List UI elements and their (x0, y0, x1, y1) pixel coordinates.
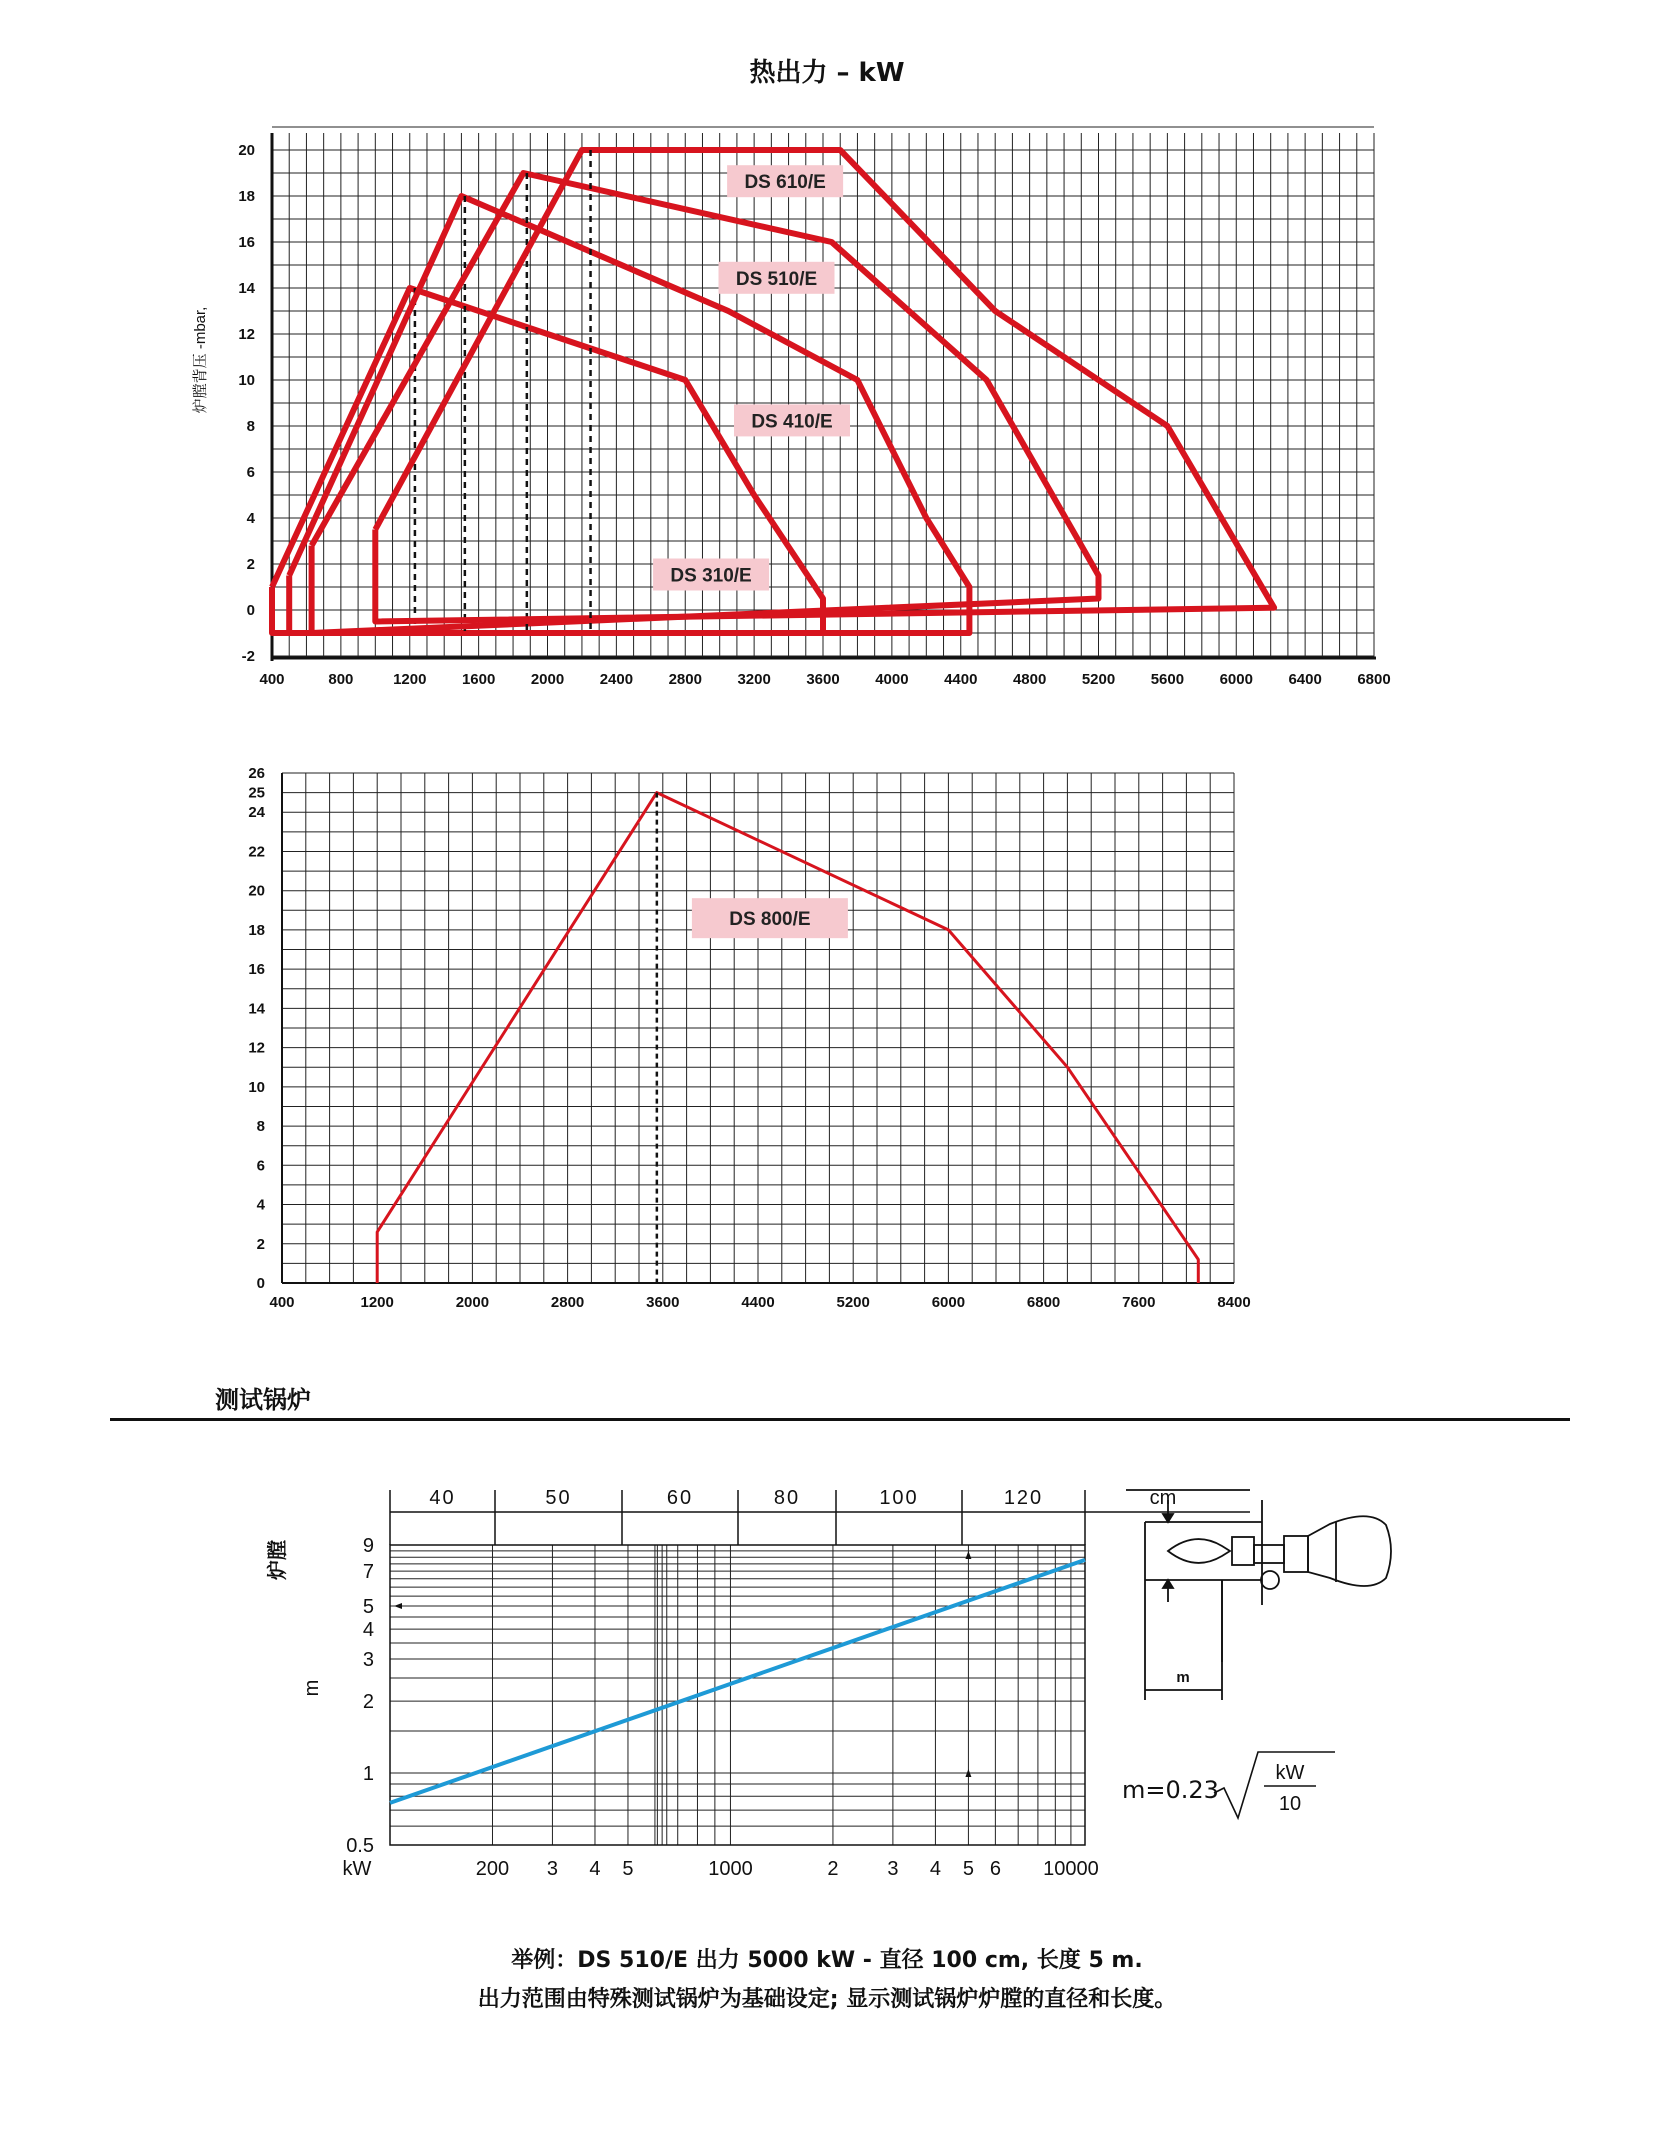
top-axis-label: cm (1149, 1487, 1177, 1509)
y-tick-label: 5 (362, 1596, 374, 1619)
x-axis-label: kW (342, 1858, 372, 1880)
y-tick-label: 10 (238, 372, 255, 389)
x-tick-label: 6 (989, 1858, 1001, 1880)
y-tick-label: 2 (246, 556, 255, 573)
y-tick-label: 9 (362, 1535, 374, 1557)
range-note: 出力范围由特殊测试锅炉为基础设定; 显示测试锅炉炉膛的直径和长度。 (477, 1987, 1177, 2012)
y-tick-label: 16 (248, 961, 265, 979)
example-note: 举例：DS 510/E 出力 5000 kW - 直径 100 cm, 长度 5 m. (511, 1948, 1143, 1973)
x-tick-label: 400 (259, 671, 285, 688)
formula-denominator: 10 (1278, 1793, 1302, 1815)
x-tick-label: 2800 (668, 671, 702, 688)
x-tick-label: 1200 (393, 671, 427, 688)
y-tick-label: 6 (246, 464, 255, 481)
formula-numerator: kW (1275, 1762, 1305, 1784)
x-tick-label: 4800 (1012, 671, 1047, 688)
series-label: DS 510/E (735, 268, 818, 290)
x-tick-label: 5200 (836, 1294, 870, 1311)
boiler-drawing (1126, 1490, 1391, 1700)
x-tick-label: 3 (546, 1858, 559, 1880)
top-tick-label: 50 (545, 1487, 572, 1509)
x-tick-label: 6800 (1357, 671, 1391, 688)
x-tick-label: 8400 (1217, 1294, 1251, 1311)
y-tick-label: 2 (256, 1235, 265, 1253)
x-tick-label: 3 (887, 1858, 899, 1880)
page-title: 热出力 – kW (749, 58, 905, 88)
series-label: DS 800/E (729, 909, 811, 931)
y-tick-label: 12 (248, 1039, 265, 1057)
y-tick-label: 4 (246, 510, 255, 527)
series-label: DS 610/E (744, 172, 826, 194)
y-axis-label: 炉膛背压 -mbar, (192, 306, 209, 414)
y-tick-label: 22 (248, 843, 265, 861)
y-tick-label: 2 (362, 1691, 374, 1714)
boiler-m-label: m (1176, 1669, 1190, 1686)
y-tick-label: 14 (248, 1000, 265, 1018)
series-label: DS 410/E (751, 411, 833, 433)
y-tick-label: 16 (238, 234, 255, 251)
x-tick-label: 1600 (461, 671, 496, 688)
top-tick-label: 120 (1003, 1487, 1044, 1509)
x-tick-label: 6000 (931, 1294, 966, 1311)
y-tick-label: 18 (238, 188, 255, 205)
x-tick-label: 6000 (1219, 671, 1253, 688)
y-tick-label: 10 (248, 1078, 265, 1096)
y-tick-label: 20 (248, 882, 265, 900)
y-tick-label: 4 (362, 1619, 374, 1642)
x-tick-label: 2400 (599, 671, 634, 688)
x-tick-label: 2000 (530, 671, 565, 688)
y-tick-label: 24 (248, 804, 265, 822)
x-tick-label: 3600 (806, 671, 840, 688)
x-tick-label: 5 (622, 1858, 634, 1880)
x-tick-label: 6800 (1026, 1294, 1061, 1311)
y-tick-label: 3 (362, 1649, 374, 1672)
y-tick-label: 0.5 (346, 1835, 374, 1857)
x-tick-label: 2 (827, 1858, 839, 1880)
y-tick-label: 1 (362, 1763, 374, 1786)
x-tick-label: 4000 (875, 671, 909, 688)
x-tick-label: 2000 (455, 1294, 490, 1311)
x-tick-label: 5 (962, 1858, 974, 1880)
y-tick-label: 8 (246, 418, 255, 435)
x-tick-label: 5600 (1150, 671, 1185, 688)
top-tick-label: 60 (666, 1487, 694, 1509)
x-tick-label: 4 (589, 1858, 601, 1880)
top-tick-label: 80 (773, 1487, 801, 1509)
x-tick-label: 4 (929, 1858, 941, 1880)
y-tick-label: 18 (248, 921, 265, 939)
y-tick-label: 6 (256, 1157, 265, 1175)
y-tick-label: 0 (246, 602, 255, 619)
y-tick-label: 20 (238, 142, 255, 159)
x-tick-label: 800 (328, 671, 354, 688)
y-tick-label: 7 (362, 1561, 374, 1584)
x-tick-label: 3200 (737, 671, 771, 688)
y-axis-label: 炉膛 (267, 1540, 289, 1580)
y-tick-label: 8 (256, 1118, 265, 1136)
top-tick-label: 100 (879, 1487, 919, 1509)
y-tick-label: 25 (248, 784, 265, 802)
y-tick-label: -2 (241, 648, 255, 665)
y-axis-unit: m (301, 1679, 323, 1697)
series-label: DS 310/E (670, 565, 752, 587)
x-tick-label: 4400 (741, 1294, 775, 1311)
x-tick-label: 3600 (646, 1294, 680, 1311)
x-tick-label: 6400 (1288, 671, 1322, 688)
x-tick-label: 1200 (360, 1294, 394, 1311)
x-tick-label: 10000 (1043, 1858, 1099, 1880)
x-tick-label: 200 (475, 1858, 510, 1880)
y-tick-label: 14 (238, 280, 255, 297)
y-tick-label: 0 (256, 1275, 265, 1292)
section-title: 测试锅炉 (215, 1386, 311, 1414)
formula-radical (1214, 1752, 1335, 1818)
formula-prefix: m=0.23 (1122, 1776, 1219, 1804)
x-tick-label: 1000 (708, 1858, 753, 1880)
y-tick-label: 26 (248, 765, 265, 782)
x-tick-label: 2800 (550, 1294, 585, 1311)
x-tick-label: 5200 (1081, 671, 1116, 688)
top-tick-label: 40 (429, 1487, 456, 1509)
x-tick-label: 4400 (944, 671, 978, 688)
x-tick-label: 7600 (1122, 1294, 1156, 1311)
y-tick-label: 12 (238, 326, 255, 343)
x-tick-label: 400 (269, 1294, 295, 1311)
y-tick-label: 4 (256, 1196, 265, 1214)
